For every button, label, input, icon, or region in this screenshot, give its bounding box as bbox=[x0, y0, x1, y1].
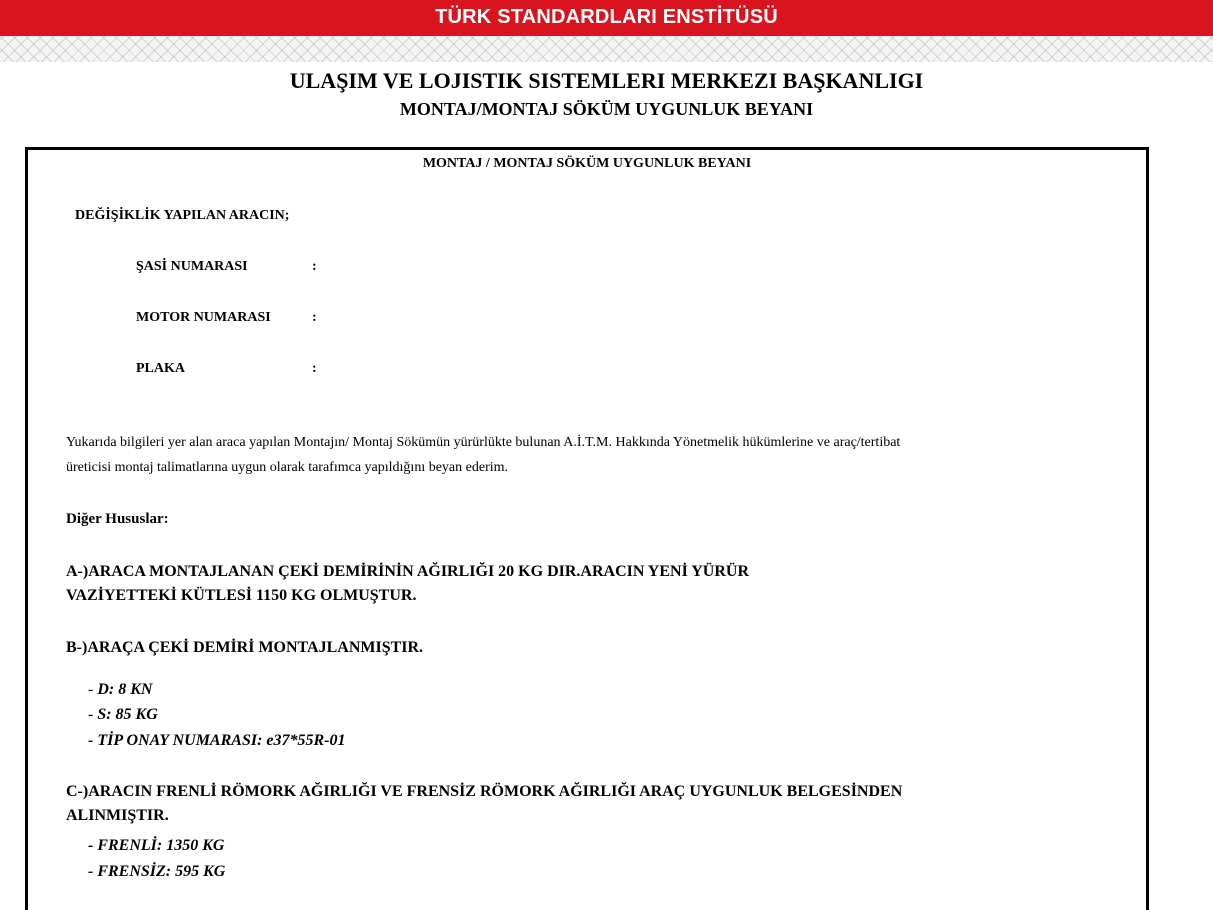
spec-type-approval bbox=[88, 732, 346, 750]
spec-text: FRENLİ: 1350 KG bbox=[97, 837, 225, 854]
declaration-box bbox=[25, 147, 1149, 910]
box-title: MONTAJ / MONTAJ SÖKÜM UYGUNLUK BEYANI bbox=[422, 156, 752, 171]
spec-braked-trailer bbox=[88, 837, 224, 855]
field-label-chassis: ŞASİ NUMARASI bbox=[136, 259, 248, 274]
spec-text: D: 8 KN bbox=[97, 681, 153, 698]
item-c-line-1: C-)ARACIN FRENLİ RÖMORK AĞIRLIĞI VE FRENSİZ RÖMORK AĞIRLIĞI ARAÇ UYGUNLUK BELGESİNDEN bbox=[66, 783, 903, 800]
item-a-line-1: A-)ARACA MONTAJLANAN ÇEKİ DEMİRİNİN AĞIRLIĞI 20 KG DIR.ARACIN YENİ YÜRÜR bbox=[66, 563, 749, 580]
spec-unbraked-trailer bbox=[88, 863, 225, 881]
spec-text: TİP ONAY NUMARASI: e37*55R-01 bbox=[97, 732, 346, 749]
spec-d-value bbox=[88, 681, 152, 699]
field-colon-plate: : bbox=[312, 361, 317, 376]
vehicle-heading: DEĞİŞİKLİK YAPILAN ARACIN; bbox=[75, 208, 290, 223]
item-a-line-2: VAZİYETTEKİ KÜTLESİ 1150 KG OLMUŞTUR. bbox=[66, 587, 417, 604]
other-matters-heading: Diğer Hususlar: bbox=[66, 511, 169, 527]
spec-text: S: 85 KG bbox=[97, 706, 158, 723]
field-label-plate: PLAKA bbox=[136, 361, 185, 376]
list-dash: - bbox=[88, 706, 94, 723]
institute-banner: TÜRK STANDARDLARI ENSTİTÜSÜ bbox=[0, 0, 1213, 36]
list-dash: - bbox=[88, 837, 94, 854]
list-dash: - bbox=[88, 732, 94, 749]
item-b-heading: B-)ARAÇA ÇEKİ DEMİRİ MONTAJLANMIŞTIR. bbox=[66, 639, 424, 656]
decorative-pattern-band bbox=[0, 36, 1213, 62]
declaration-text-line-1: Yukarıda bilgileri yer alan araca yapılan Montajın/ Montaj Sökümün yürürlükte bulunan A.İ.T.M. Hakkında Yönetmelik hükümlerine ve araç/tertibat bbox=[66, 435, 901, 450]
page-title: ULAŞIM VE LOJISTIK SISTEMLERI MERKEZI BAŞKANLIGI bbox=[289, 68, 924, 93]
spec-text: FRENSİZ: 595 KG bbox=[97, 863, 226, 880]
item-c-line-2: ALINMIŞTIR. bbox=[66, 807, 169, 824]
spec-s-value bbox=[88, 706, 158, 724]
field-label-engine: MOTOR NUMARASI bbox=[136, 310, 271, 325]
list-dash: - bbox=[88, 681, 94, 698]
declaration-text-line-2: üreticisi montaj talimatlarına uygun olarak tarafımca yapıldığını beyan ederim. bbox=[66, 460, 509, 475]
page-subtitle: MONTAJ/MONTAJ SÖKÜM UYGUNLUK BEYANI bbox=[399, 99, 814, 119]
list-dash: - bbox=[88, 863, 94, 880]
field-colon-chassis: : bbox=[312, 259, 317, 274]
field-colon-engine: : bbox=[312, 310, 317, 325]
